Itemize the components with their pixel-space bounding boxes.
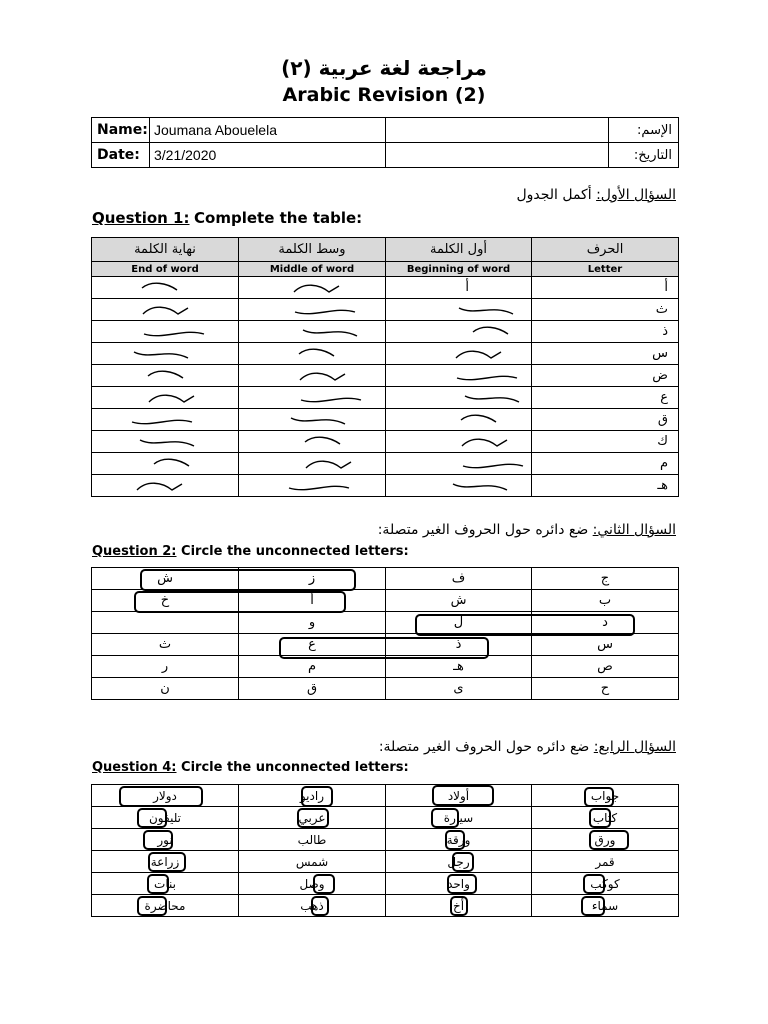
beginning-of-word-cell[interactable] [386, 475, 532, 497]
letter-cell[interactable]: ف [386, 568, 532, 590]
word-cell[interactable]: واحد [386, 873, 532, 895]
student-info-table [91, 117, 679, 168]
letter-text: ك [657, 434, 668, 449]
handwritten-answer-icon [386, 299, 532, 320]
q1-prompt-arabic [516, 187, 676, 203]
letter-text: م [659, 456, 668, 471]
q4-circle-annotation [589, 808, 611, 828]
letter-cell [532, 321, 679, 343]
end-of-word-cell[interactable] [92, 409, 239, 431]
q4-prompt-english [92, 760, 409, 775]
letter-cell[interactable] [92, 612, 239, 634]
q4-circle-annotation [148, 852, 186, 872]
end-of-word-cell[interactable] [92, 343, 239, 365]
q4-circle-annotation [445, 830, 465, 850]
q4-circle-annotation [143, 830, 173, 850]
letter-cell[interactable]: ج [532, 568, 679, 590]
word-cell[interactable]: نور [92, 829, 239, 851]
handwritten-answer-icon [239, 431, 385, 452]
handwritten-answer-icon [386, 343, 532, 364]
q4-text-arabic: ضع دائره حول الحروف الغير متصلة: [378, 739, 590, 755]
letter-cell [532, 475, 679, 497]
letter-cell[interactable]: ز [239, 568, 386, 590]
word-cell[interactable]: أولاد [386, 785, 532, 807]
handwritten-answer-icon [92, 431, 238, 452]
middle-of-word-cell[interactable] [239, 409, 386, 431]
beginning-of-word-cell[interactable] [386, 321, 532, 343]
beginning-of-word-cell[interactable] [386, 431, 532, 453]
letter-cell[interactable]: ق [239, 678, 386, 700]
q4-circle-annotation [581, 896, 605, 916]
end-of-word-cell[interactable] [92, 277, 239, 299]
word-cell[interactable]: ورقة [386, 829, 532, 851]
word-cell[interactable]: تليفون [92, 807, 239, 829]
header-beginning-of-word-en: Beginning of word [386, 262, 532, 277]
header-middle-of-word-en: Middle of word [239, 262, 386, 277]
word-cell[interactable]: سماء [532, 895, 679, 917]
middle-of-word-cell[interactable] [239, 321, 386, 343]
letter-cell[interactable]: خ [92, 590, 239, 612]
word-cell[interactable]: رجل [386, 851, 532, 873]
word-cell[interactable]: وصل [239, 873, 386, 895]
q2-label-english: Question 2: [92, 544, 177, 559]
q1-text-english: Complete the table: [194, 209, 363, 227]
handwritten-answer-icon [239, 387, 385, 408]
word-cell[interactable]: طالب [239, 829, 386, 851]
handwritten-answer-icon [239, 277, 385, 298]
q4-circle-annotation [583, 874, 605, 894]
q4-text-english: Circle the unconnected letters: [181, 760, 409, 775]
letter-cell[interactable]: ح [532, 678, 679, 700]
q4-circle-annotation [147, 874, 169, 894]
q2-label-arabic: السؤال الثاني: [592, 522, 676, 538]
printed-form-text: أ [465, 280, 469, 295]
handwritten-answer-icon [92, 277, 238, 298]
q4-circle-annotation [313, 874, 335, 894]
table-row [92, 678, 679, 700]
word-cell[interactable]: دولار [92, 785, 239, 807]
page-title-arabic: مراجعة لغة عربية (٢) [281, 56, 487, 80]
q1-table [91, 237, 679, 497]
beginning-of-word-cell[interactable] [386, 277, 532, 299]
letter-text: ع [660, 390, 668, 405]
middle-of-word-cell[interactable] [239, 299, 386, 321]
letter-cell[interactable]: ع [239, 634, 386, 656]
letter-cell [532, 453, 679, 475]
name-field[interactable]: Joumana Abouelela [150, 118, 386, 143]
letter-cell[interactable]: أ [239, 590, 386, 612]
handwritten-answer-icon [92, 453, 238, 474]
end-of-word-cell[interactable] [92, 321, 239, 343]
letter-cell[interactable]: ب [532, 590, 679, 612]
handwritten-answer-icon [92, 365, 238, 386]
q2-prompt-english [92, 544, 409, 559]
q4-circle-annotation [137, 896, 167, 916]
name-label-arabic: الإسم: [609, 118, 679, 143]
beginning-of-word-cell[interactable] [386, 409, 532, 431]
date-field[interactable]: 3/21/2020 [150, 143, 386, 168]
q2-circle-annotation [134, 591, 346, 613]
word-cell[interactable]: محاضرة [92, 895, 239, 917]
letter-cell [532, 365, 679, 387]
beginning-of-word-cell[interactable] [386, 299, 532, 321]
letter-text: أ [664, 280, 668, 295]
middle-of-word-cell[interactable] [239, 475, 386, 497]
letter-text: ق [657, 412, 668, 427]
word-cell[interactable]: ذهب [239, 895, 386, 917]
letter-text: ذ [662, 324, 668, 339]
letter-cell[interactable]: ل [386, 612, 532, 634]
handwritten-answer-icon [386, 387, 532, 408]
letter-cell[interactable]: و [239, 612, 386, 634]
q4-circle-annotation [432, 785, 494, 806]
letter-cell[interactable]: ذ [386, 634, 532, 656]
q4-circle-annotation [137, 808, 167, 828]
handwritten-answer-icon [239, 343, 385, 364]
q2-text-arabic: ضع دائره حول الحروف الغير متصلة: [377, 522, 589, 538]
word-cell[interactable]: ورق [532, 829, 679, 851]
handwritten-answer-icon [386, 453, 532, 474]
q4-circle-annotation [431, 808, 459, 828]
handwritten-answer-icon [92, 299, 238, 320]
q2-circle-annotation [140, 569, 356, 591]
handwritten-answer-icon [386, 431, 532, 452]
q4-circle-annotation [589, 830, 629, 850]
letter-cell[interactable]: د [532, 612, 679, 634]
letter-cell [532, 343, 679, 365]
q1-prompt-english [92, 209, 362, 227]
date-field-extra[interactable] [386, 143, 609, 168]
header-letter-en: Letter [532, 262, 679, 277]
beginning-of-word-cell[interactable] [386, 343, 532, 365]
letter-cell[interactable]: هـ [386, 656, 532, 678]
letter-text: ض [652, 368, 668, 383]
q1-label-arabic: السؤال الأول: [596, 187, 676, 203]
header-end-of-word-ar: نهاية الكلمة [92, 238, 239, 262]
name-field-extra[interactable] [386, 118, 609, 143]
handwritten-answer-icon [386, 365, 532, 386]
word-cell[interactable]: كوكب [532, 873, 679, 895]
letter-cell[interactable]: م [239, 656, 386, 678]
beginning-of-word-cell[interactable] [386, 387, 532, 409]
q4-label-arabic: السؤال الرابع: [593, 739, 676, 755]
letter-cell[interactable]: ش [386, 590, 532, 612]
end-of-word-cell[interactable] [92, 365, 239, 387]
q2-text-english: Circle the unconnected letters: [181, 544, 409, 559]
q2-circle-annotation [279, 637, 489, 659]
word-cell[interactable]: سيارة [386, 807, 532, 829]
letter-cell[interactable]: ص [532, 656, 679, 678]
letter-cell [532, 299, 679, 321]
middle-of-word-cell[interactable] [239, 453, 386, 475]
q4-circle-annotation [311, 896, 329, 916]
q4-prompt-arabic [379, 739, 676, 755]
handwritten-answer-icon [92, 409, 238, 430]
handwritten-answer-icon [92, 343, 238, 364]
letter-text: هـ [657, 478, 668, 493]
q2-prompt-arabic [378, 522, 676, 538]
handwritten-answer-icon [386, 321, 532, 342]
date-label: Date: [92, 143, 150, 168]
middle-of-word-cell[interactable] [239, 343, 386, 365]
q4-circle-annotation [301, 786, 333, 807]
q4-circle-annotation [447, 874, 477, 894]
header-middle-of-word-ar: وسط الكلمة [239, 238, 386, 262]
end-of-word-cell[interactable] [92, 431, 239, 453]
middle-of-word-cell[interactable] [239, 277, 386, 299]
q4-circle-annotation [452, 852, 474, 872]
handwritten-answer-icon [239, 453, 385, 474]
handwritten-answer-icon [239, 321, 385, 342]
letter-cell [532, 277, 679, 299]
letter-text: ث [655, 302, 668, 317]
header-beginning-of-word-ar: أول الكلمة [386, 238, 532, 262]
letter-cell[interactable]: س [532, 634, 679, 656]
q4-circle-annotation [119, 786, 203, 807]
date-label-arabic: التاريخ: [609, 143, 679, 168]
q4-circle-annotation [297, 808, 329, 828]
word-cell[interactable]: زراعة [92, 851, 239, 873]
end-of-word-cell[interactable] [92, 299, 239, 321]
header-end-of-word-en: End of word [92, 262, 239, 277]
handwritten-answer-icon [239, 475, 385, 496]
page-title-english: Arabic Revision (2) [282, 84, 486, 106]
end-of-word-cell[interactable] [92, 475, 239, 497]
word-cell[interactable]: عربي [239, 807, 386, 829]
q4-circle-annotation [450, 896, 468, 916]
handwritten-answer-icon [92, 321, 238, 342]
end-of-word-cell[interactable] [92, 387, 239, 409]
letter-cell[interactable]: ن [92, 678, 239, 700]
word-cell[interactable]: جواب [532, 785, 679, 807]
q1-text-arabic: أكمل الجدول [516, 187, 592, 203]
end-of-word-cell[interactable] [92, 453, 239, 475]
name-label: Name: [92, 118, 150, 143]
handwritten-answer-icon [239, 299, 385, 320]
letter-text: س [652, 346, 668, 361]
beginning-of-word-cell[interactable] [386, 453, 532, 475]
word-cell[interactable]: أخ [386, 895, 532, 917]
letter-cell[interactable]: ى [386, 678, 532, 700]
letter-cell[interactable]: ر [92, 656, 239, 678]
q4-label-english: Question 4: [92, 760, 177, 775]
letter-cell [532, 431, 679, 453]
handwritten-answer-icon [386, 409, 532, 430]
word-cell[interactable]: شمس [239, 851, 386, 873]
handwritten-answer-icon [386, 475, 532, 496]
middle-of-word-cell[interactable] [239, 387, 386, 409]
word-cell[interactable]: بنات [92, 873, 239, 895]
word-cell[interactable]: كتاب [532, 807, 679, 829]
letter-cell [532, 387, 679, 409]
letter-cell[interactable]: ش [92, 568, 239, 590]
beginning-of-word-cell[interactable] [386, 365, 532, 387]
handwritten-answer-icon [92, 387, 238, 408]
word-cell[interactable]: راديو [239, 785, 386, 807]
letter-cell[interactable]: ث [92, 634, 239, 656]
handwritten-answer-icon [92, 475, 238, 496]
q4-circle-annotation [584, 787, 614, 807]
q1-label-english: Question 1: [92, 209, 190, 227]
word-cell[interactable]: قمر [532, 851, 679, 873]
header-letter-ar: الحرف [532, 238, 679, 262]
middle-of-word-cell[interactable] [239, 431, 386, 453]
letter-cell [532, 409, 679, 431]
handwritten-answer-icon [239, 365, 385, 386]
q2-circle-annotation [415, 614, 635, 636]
middle-of-word-cell[interactable] [239, 365, 386, 387]
handwritten-answer-icon [239, 409, 385, 430]
